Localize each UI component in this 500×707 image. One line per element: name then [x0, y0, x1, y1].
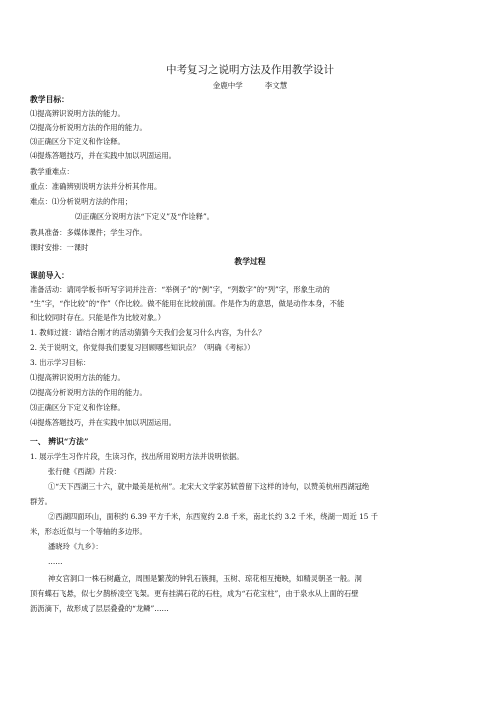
goal-item: ⑶正确区分下定义和作诠释。	[30, 137, 125, 146]
goal-item: ⑷提炼答题技巧，并在实践中加以巩固运用。	[30, 151, 176, 160]
step-line: 2. 关于说明文，你觉得我们要复习回顾哪些知识点？（明确《考标》）	[30, 343, 255, 352]
goal-item: ⑷提炼答题技巧，并在实践中加以巩固运用。	[30, 418, 176, 427]
school-name: 金鹿中学	[212, 81, 243, 90]
author-line	[0, 81, 500, 91]
keypoint-text: 重点：准确辨别说明方法并分析其作用。	[30, 182, 162, 191]
author-name: 李文慧	[264, 81, 288, 90]
step-line: 3. 出示学习目标：	[30, 358, 91, 367]
section1-line: ①“天下西湖三十六，就中最美是杭州”。北宋大文学家苏轼曾留下这样的诗句，以赞美杭州西湖冠绝	[48, 482, 370, 491]
step-line: 1. 教师过渡：请结合刚才的活动猜猜今天我们会复习什么内容，为什么？	[30, 328, 266, 337]
hours-text: 课时安排：一课时	[30, 243, 89, 252]
section1-heading: 一、 辨识“方法”	[30, 437, 89, 446]
difficulty-text: 难点：⑴分析说明方法的作用；	[30, 197, 133, 206]
goal-item: ⑴提高辨识说明方法的能力。	[30, 373, 125, 382]
prep-line: 准备活动：请同学板书听写字词并注音：“举例子”的“例”字，“列数字”的“列”字，形象生动的	[30, 285, 330, 294]
process-heading: 教学过程	[234, 257, 266, 266]
keypoints-heading: 教学重难点：	[30, 167, 74, 176]
section1-line: 潘晓玲《九乡》：	[48, 542, 103, 551]
section1-line: 米，形态近似与一个等轴的多边形。	[30, 527, 147, 536]
section1-line: ……	[48, 557, 63, 566]
goal-item: ⑵提高分析说明方法的作用的能力。	[30, 388, 147, 397]
intro-heading: 课前导入：	[30, 271, 69, 280]
document-title: 中考复习之说明方法及作用教学设计	[166, 64, 334, 76]
goal-item: ⑶正确区分下定义和作诠释。	[30, 403, 125, 412]
tools-text: 教具准备：多媒体课件；学生习作。	[30, 228, 147, 237]
prep-line: 和比较同时存在。只能是作为比较对象。）	[30, 313, 165, 322]
section1-line: 1. 展示学生习作片段，生读习作，找出所用说明方法并说明依据。	[30, 452, 244, 461]
goal-item: ⑴提高辨识说明方法的能力。	[30, 109, 125, 118]
section1-line: 神女宫洞口一株石树矗立，周围是繁茂的钟乳石簇拥，玉树、琼花相互掩映，如精灵朝圣一般。洞	[48, 574, 362, 583]
goal-item: ⑵提高分析说明方法的作用的能力。	[30, 123, 147, 132]
difficulty-text: ⑵正确区分说明方法“下定义”及“作诠释”。	[75, 212, 214, 221]
goals-heading: 教学目标：	[30, 95, 69, 104]
section1-line: 沥沥滴下，故形成了层层叠叠的“龙鳞”……	[30, 604, 169, 613]
section1-line: 张行健《西湖》片段：	[48, 467, 121, 476]
section1-line: 顶有蝶石飞悬，似七夕鹊桥凌空飞架。更有挂满石花的石柱，成为“石花宝柱”，由于泉水从上面的石壁	[30, 589, 359, 598]
prep-line: “生”字，“作比较”的“作”（作比较。做不能用在比较前面。作是作为的意思，做是动作本身，不能	[30, 299, 345, 308]
section1-line: 群芳。	[30, 497, 52, 506]
section1-line: ②西湖四面环山，面积约 6.39 平方千米，东西宽约 2.8 千米，南北长约 3.2 千米，绕湖一周近 15 千	[48, 512, 378, 521]
